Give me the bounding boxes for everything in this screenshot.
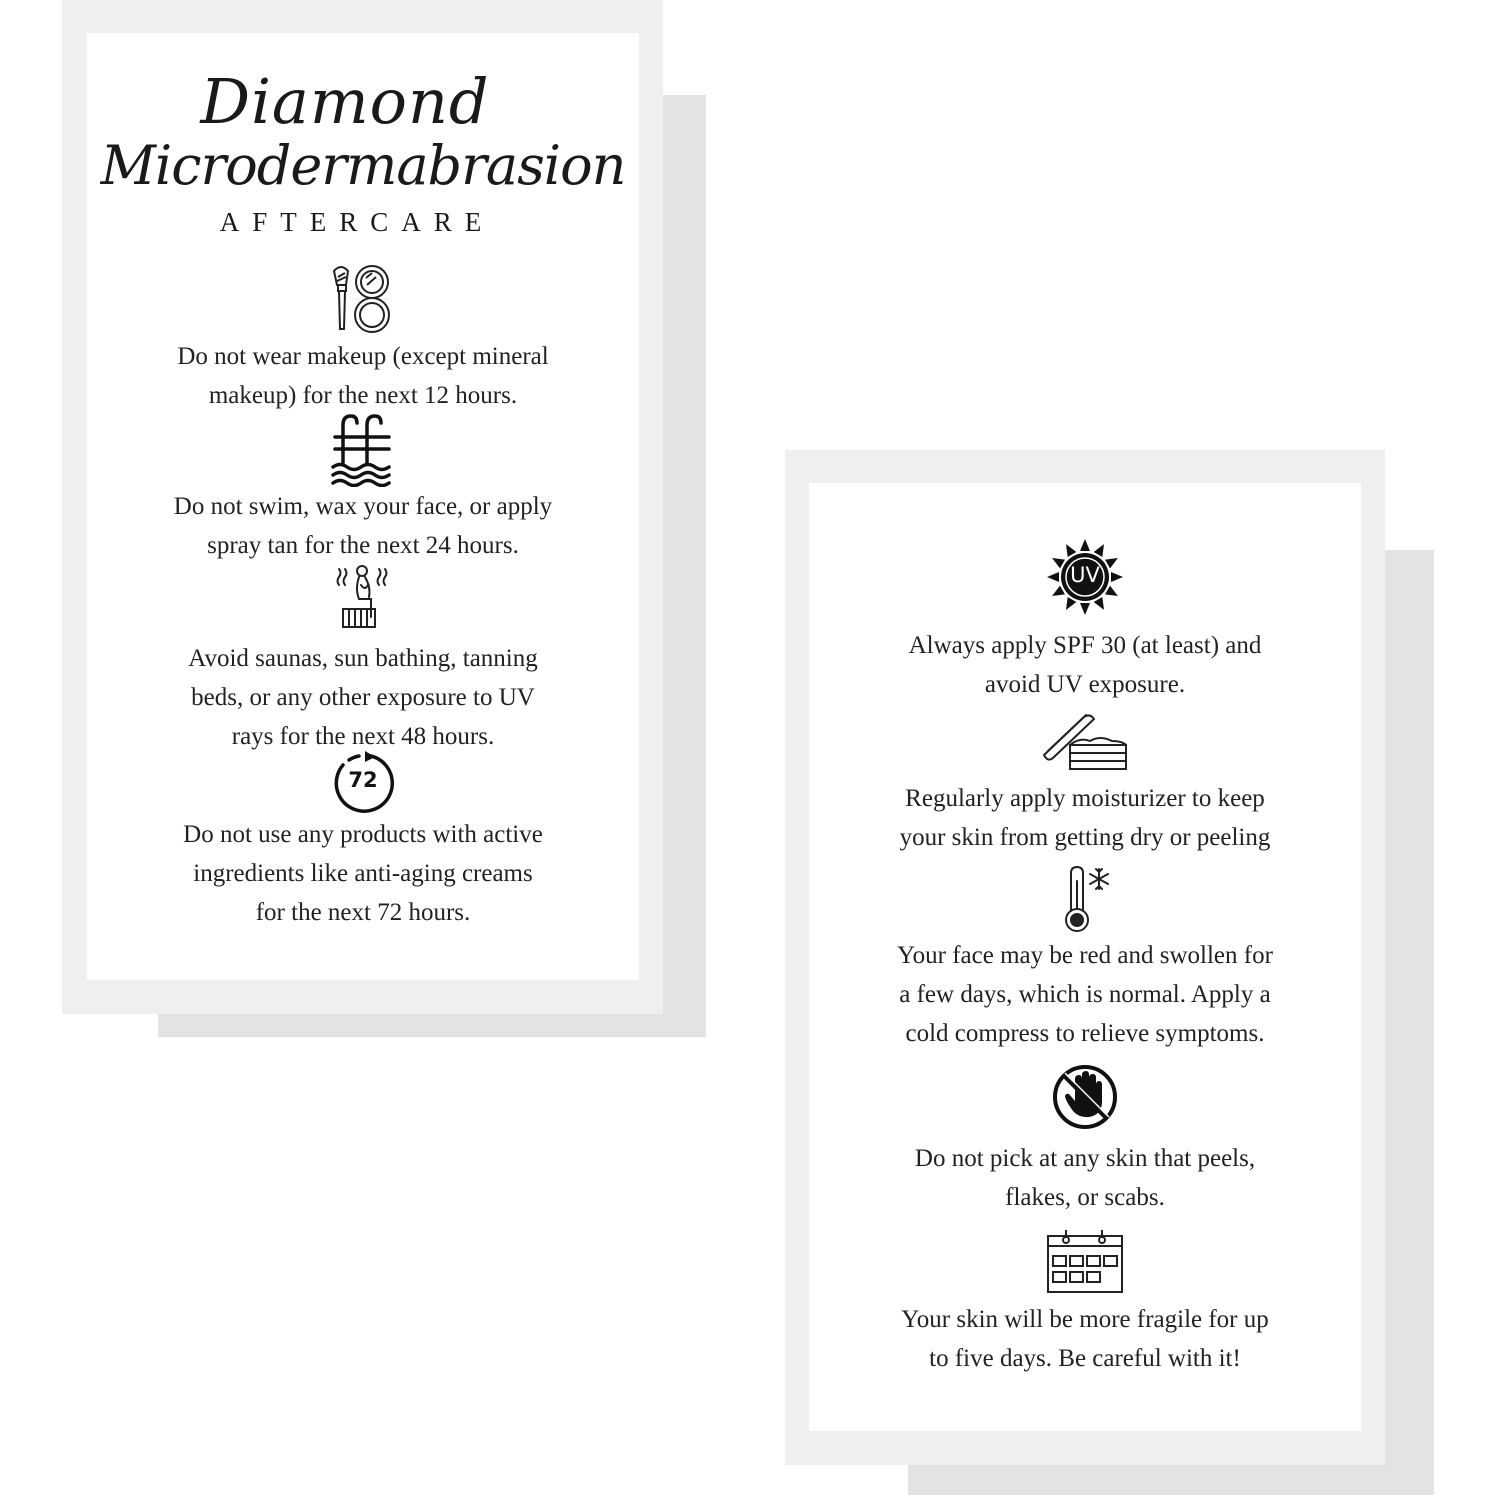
moisturizer-jar-icon	[1040, 711, 1130, 773]
uv-sun-icon	[1046, 538, 1124, 616]
calendar-icon	[1045, 1228, 1125, 1294]
aftercare-item-spf	[809, 538, 1361, 704]
card2	[809, 483, 1361, 1431]
no-touch-hand-icon	[1051, 1063, 1119, 1131]
item-text: Do not swim, wax your face, or apply spray tan for the next 24 hours.	[173, 493, 553, 559]
makeup-icon	[328, 263, 398, 335]
item-text: Always apply SPF 30 (at least) and avoid UV exposure.	[908, 632, 1262, 698]
aftercare-item-fragile	[809, 1228, 1361, 1378]
aftercare-item-makeup	[87, 263, 639, 415]
aftercare-item-moisturizer	[809, 711, 1361, 857]
item-text: Avoid saunas, sun bathing, tanning beds, or any other exposure to UV rays for the next 48 hours.	[188, 645, 538, 750]
card1-header	[87, 65, 639, 238]
cold-thermometer-icon	[1059, 865, 1111, 933]
72-hours-icon-label: 72	[348, 768, 378, 792]
item-text: Do not pick at any skin that peels, flakes, or scabs.	[914, 1145, 1256, 1211]
item-text: Do not wear makeup (except mineral makeup) for the next 12 hours.	[177, 343, 549, 409]
item-text: Regularly apply moisturizer to keep your skin from getting dry or peeling	[899, 785, 1271, 851]
aftercare-item-swimming	[87, 413, 639, 565]
subtitle: AFTERCARE	[219, 207, 495, 237]
aftercare-item-products	[87, 751, 639, 932]
aftercare-item-no-picking	[809, 1063, 1361, 1217]
item-text: Do not use any products with active ingredients like anti-aging creams for the next 72 hours.	[183, 821, 543, 926]
uv-sun-icon-label: UV	[1070, 563, 1100, 587]
72-hours-icon	[331, 751, 395, 815]
aftercare-item-sauna	[87, 563, 639, 756]
sauna-icon	[335, 563, 391, 637]
swimming-pool-icon	[331, 413, 395, 487]
item-text: Your face may be red and swollen for a few days, which is normal. Apply a cold compress to relieve symptoms.	[897, 942, 1273, 1047]
title-line1: Diamond	[200, 65, 490, 138]
card1	[87, 33, 639, 980]
aftercare-item-swelling	[809, 865, 1361, 1053]
title-line2: Microdermabrasion	[100, 134, 626, 197]
item-text: Your skin will be more fragile for up to five days. Be careful with it!	[901, 1306, 1269, 1372]
